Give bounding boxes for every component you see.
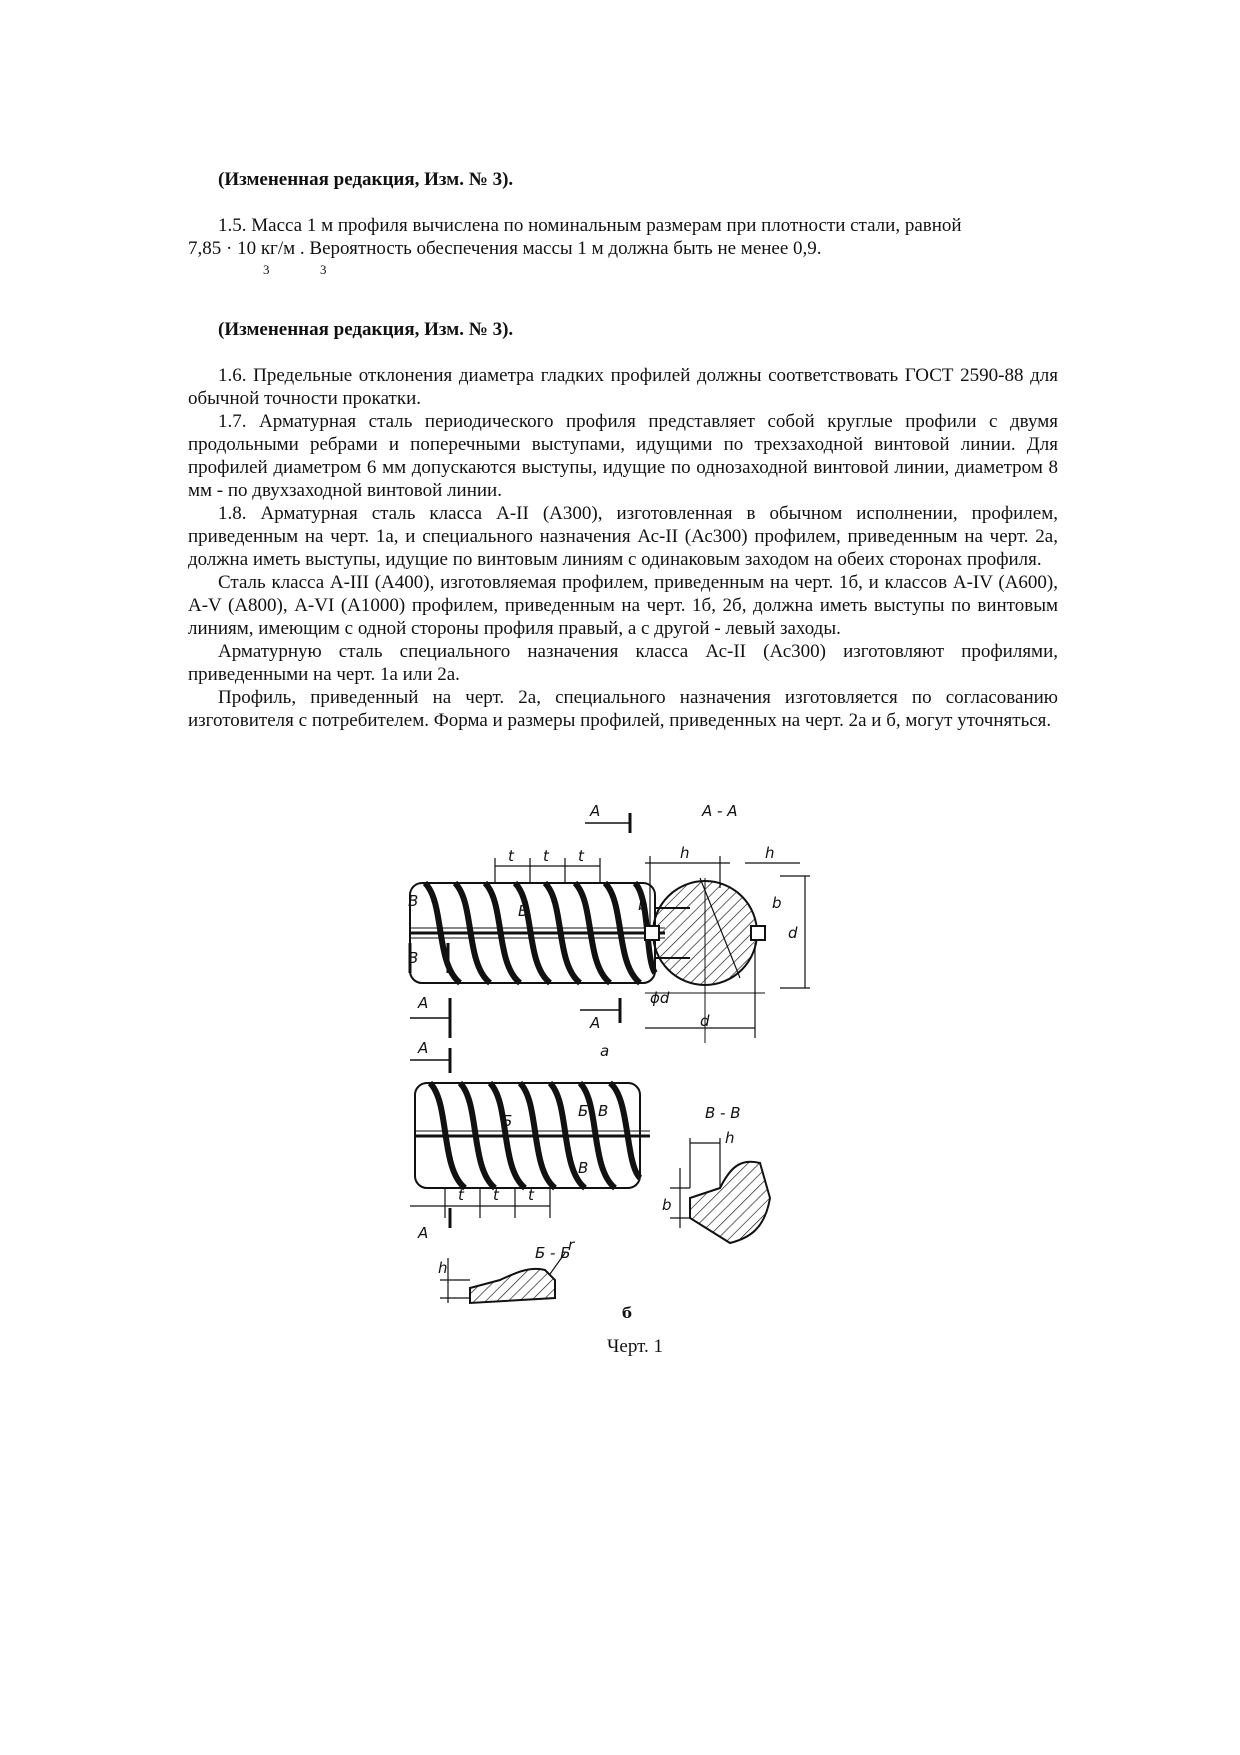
label-t-1: t xyxy=(508,847,514,865)
label-phi-d: ϕd xyxy=(650,989,670,1007)
label-section-a-b-bottom: А xyxy=(418,1224,429,1242)
label-b1-bb: b xyxy=(662,1196,672,1214)
paragraph-1-5-line1: 1.5. Масса 1 м профиля вычислена по номинальным размерам при плотности стали, равной xyxy=(218,215,962,236)
label-t-2: t xyxy=(543,847,549,865)
section-bb-drawing xyxy=(690,1162,770,1243)
label-h1-aa-1: h xyxy=(680,844,690,862)
label-bb-b-1: Б xyxy=(502,1112,513,1130)
exponent-3-b: 3 xyxy=(320,262,327,277)
label-b-left-2: В xyxy=(408,949,419,967)
figure-caption: Черт. 1 xyxy=(607,1336,663,1357)
edit-note-1: (Измененная редакция, Изм. № 3). xyxy=(218,169,514,190)
label-h-bbb: h xyxy=(438,1259,448,1277)
rebar-profile-drawing xyxy=(400,798,820,1333)
paragraph-1-8: 1.8. Арматурная сталь класса А-II (А300), изготовленная в обычном исполнении, профилем, приведенным на черт. 1а, и специального назначения Ас-II (Ас300) профилем, приведенным на черт. 2а, должна иметь выступы, идущие по винтовым линиям с одинаковым заходом на обеих сторонах профиля. xyxy=(188,503,1058,570)
label-section-bb: В - В xyxy=(705,1104,741,1122)
label-t-3: t xyxy=(578,847,584,865)
drawing-figure-1 xyxy=(400,798,820,1333)
label-t-b-2: t xyxy=(493,1186,499,1204)
label-bb-a: Б xyxy=(518,902,529,920)
paragraph-1-7: 1.7. Арматурная сталь периодического профиля представляет собой круглые профили с двумя продольными ребрами и поперечными выступами, идущими по трехзаходной винтовой линии. Для профилей диаметром 6 мм допускаются выступы, идущие по однозаходной винтовой линии, диаметром 8 мм - по двухзаходной винтовой линии. xyxy=(188,411,1058,501)
label-r: r xyxy=(568,1236,575,1254)
exponent-3-a: 3 xyxy=(263,262,270,277)
paragraph-1-5-line2: 7,85 · 10 кг/м . Вероятность обеспечения массы 1 м должна быть не менее 0,9. xyxy=(188,238,822,259)
section-bbb-drawing xyxy=(470,1269,555,1303)
paragraph-steel-a3: Сталь класса А-III (А400), изготовляемая профилем, приведенным на черт. 1б, и классов А-IV (А600), А-V (А800), А-VI (А1000) профилем, приведенным на черт. 1б, 2б, должна иметь выступы по винтовым линиям, имеющим с одной стороны профиля правый, а с другой - левый заходы. xyxy=(188,572,1058,639)
label-h1-aa-2: h xyxy=(765,844,775,862)
label-b-left-1: В xyxy=(408,892,419,910)
text-block xyxy=(188,168,1058,732)
label-b1-aa-2: b xyxy=(772,894,782,912)
label-section-aa: А - А xyxy=(702,802,738,820)
paragraph-profile: Профиль, приведенный на черт. 2а, специального назначения изготовляется по согласованию изготовителя с потребителем. Форма и размеры профилей, приведенных на черт. 2а и б, могут уточняться. xyxy=(188,687,1058,731)
label-sub-b: б xyxy=(622,1304,633,1322)
label-t-b-3: t xyxy=(528,1186,534,1204)
label-section-a-top: А xyxy=(590,802,601,820)
label-d1-aa-2: d xyxy=(700,1012,710,1030)
label-b-b: В xyxy=(598,1102,609,1120)
label-section-a-b-top: А xyxy=(418,1039,429,1057)
label-d1-aa-1: d xyxy=(788,924,798,942)
label-section-a-left: А xyxy=(418,994,429,1012)
label-t-b-1: t xyxy=(458,1186,464,1204)
label-h1-bb: h xyxy=(725,1129,735,1147)
label-sub-a: а xyxy=(600,1042,610,1060)
paragraph-1-6: 1.6. Предельные отклонения диаметра гладких профилей должны соответствовать ГОСТ 2590-88 для обычной точности прокатки. xyxy=(188,365,1058,409)
label-b1-aa-1: b xyxy=(638,896,648,914)
label-b-b-2: В xyxy=(578,1159,589,1177)
rebar-view-b xyxy=(415,1083,650,1188)
label-section-bbb: Б - Б xyxy=(535,1244,571,1262)
label-section-a-bottom: А xyxy=(590,1014,601,1032)
paragraph-special: Арматурную сталь специального назначения класса Ас-II (Ас300) изготовляют профилями, приведенными на черт. 1а или 2а. xyxy=(188,641,1058,685)
edit-note-2: (Измененная редакция, Изм. № 3). xyxy=(218,319,514,340)
label-bb-b-2: Б xyxy=(578,1102,589,1120)
exponent-row xyxy=(188,260,1058,278)
